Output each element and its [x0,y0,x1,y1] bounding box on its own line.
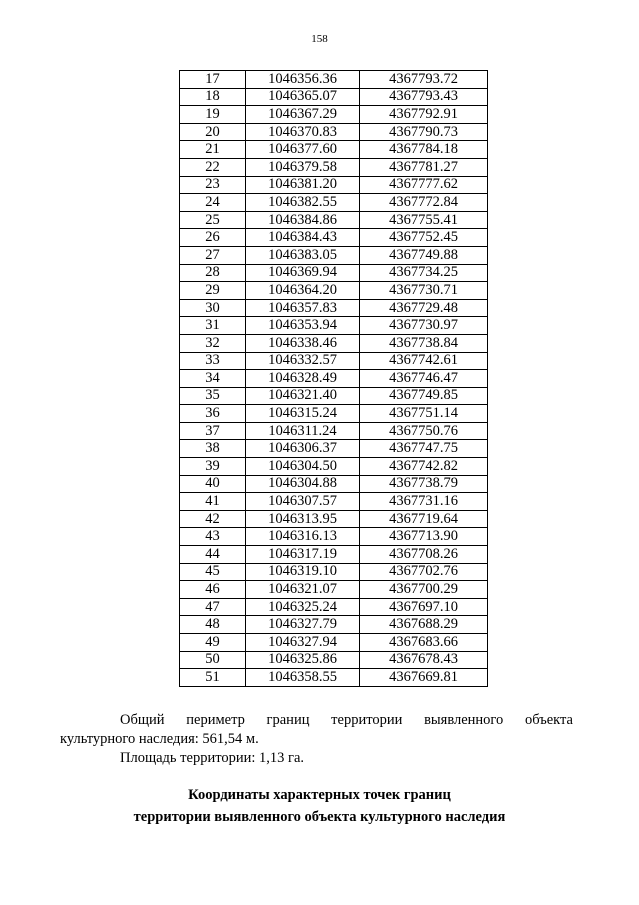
x-coordinate-cell: 1046356.36 [246,71,360,89]
coordinates-table-body [180,71,488,687]
point-number-cell: 25 [180,211,246,229]
x-coordinate-cell: 1046327.94 [246,634,360,652]
table-row [180,334,488,352]
x-coordinate-cell: 1046307.57 [246,493,360,511]
y-coordinate-cell: 4367697.10 [360,598,488,616]
y-coordinate-cell: 4367688.29 [360,616,488,634]
point-number-cell: 40 [180,475,246,493]
point-number-cell: 32 [180,334,246,352]
table-row [180,194,488,212]
x-coordinate-cell: 1046325.24 [246,598,360,616]
x-coordinate-cell: 1046304.88 [246,475,360,493]
table-row [180,475,488,493]
point-number-cell: 20 [180,123,246,141]
table-row [180,422,488,440]
table-row [180,440,488,458]
y-coordinate-cell: 4367749.85 [360,387,488,405]
x-coordinate-cell: 1046319.10 [246,563,360,581]
point-number-cell: 36 [180,405,246,423]
x-coordinate-cell: 1046383.05 [246,246,360,264]
section-heading-line1: Координаты характерных точек границ [188,787,451,803]
table-row [180,88,488,106]
y-coordinate-cell: 4367792.91 [360,106,488,124]
point-number-cell: 46 [180,581,246,599]
perimeter-paragraph [60,711,573,749]
x-coordinate-cell: 1046357.83 [246,299,360,317]
coordinates-table [179,70,488,687]
x-coordinate-cell: 1046321.40 [246,387,360,405]
point-number-cell: 42 [180,510,246,528]
point-number-cell: 44 [180,546,246,564]
x-coordinate-cell: 1046327.79 [246,616,360,634]
table-row [180,651,488,669]
perimeter-word: границ [266,712,310,728]
y-coordinate-cell: 4367730.97 [360,317,488,335]
x-coordinate-cell: 1046315.24 [246,405,360,423]
point-number-cell: 47 [180,598,246,616]
x-coordinate-cell: 1046304.50 [246,458,360,476]
y-coordinate-cell: 4367784.18 [360,141,488,159]
table-row [180,282,488,300]
y-coordinate-cell: 4367755.41 [360,211,488,229]
y-coordinate-cell: 4367730.71 [360,282,488,300]
x-coordinate-cell: 1046379.58 [246,158,360,176]
perimeter-word: объекта [524,712,573,728]
x-coordinate-cell: 1046382.55 [246,194,360,212]
table-row [180,528,488,546]
table-row [180,176,488,194]
y-coordinate-cell: 4367738.79 [360,475,488,493]
section-heading [0,784,639,828]
perimeter-word: выявленного [424,712,504,728]
table-row [180,598,488,616]
point-number-cell: 39 [180,458,246,476]
point-number-cell: 37 [180,422,246,440]
y-coordinate-cell: 4367713.90 [360,528,488,546]
y-coordinate-cell: 4367749.88 [360,246,488,264]
x-coordinate-cell: 1046332.57 [246,352,360,370]
table-row [180,299,488,317]
table-row [180,370,488,388]
x-coordinate-cell: 1046317.19 [246,546,360,564]
x-coordinate-cell: 1046311.24 [246,422,360,440]
x-coordinate-cell: 1046306.37 [246,440,360,458]
point-number-cell: 29 [180,282,246,300]
table-row [180,246,488,264]
x-coordinate-cell: 1046338.46 [246,334,360,352]
point-number-cell: 48 [180,616,246,634]
point-number-cell: 21 [180,141,246,159]
point-number-cell: 50 [180,651,246,669]
table-row [180,405,488,423]
y-coordinate-cell: 4367683.66 [360,634,488,652]
table-row [180,141,488,159]
page-number: 158 [311,33,328,45]
x-coordinate-cell: 1046321.07 [246,581,360,599]
y-coordinate-cell: 4367747.75 [360,440,488,458]
x-coordinate-cell: 1046384.86 [246,211,360,229]
perimeter-word: периметр [186,712,245,728]
point-number-cell: 34 [180,370,246,388]
y-coordinate-cell: 4367752.45 [360,229,488,247]
x-coordinate-cell: 1046313.95 [246,510,360,528]
point-number-cell: 49 [180,634,246,652]
y-coordinate-cell: 4367790.73 [360,123,488,141]
table-row [180,510,488,528]
table-row [180,563,488,581]
point-number-cell: 22 [180,158,246,176]
point-number-cell: 45 [180,563,246,581]
table-row [180,264,488,282]
point-number-cell: 24 [180,194,246,212]
table-row [180,106,488,124]
perimeter-word: Общий [120,712,165,728]
y-coordinate-cell: 4367738.84 [360,334,488,352]
x-coordinate-cell: 1046316.13 [246,528,360,546]
perimeter-word: территории [331,712,403,728]
point-number-cell: 30 [180,299,246,317]
y-coordinate-cell: 4367742.82 [360,458,488,476]
point-number-cell: 43 [180,528,246,546]
point-number-cell: 19 [180,106,246,124]
point-number-cell: 38 [180,440,246,458]
y-coordinate-cell: 4367772.84 [360,194,488,212]
table-row [180,581,488,599]
x-coordinate-cell: 1046370.83 [246,123,360,141]
table-row [180,493,488,511]
y-coordinate-cell: 4367742.61 [360,352,488,370]
table-row [180,229,488,247]
y-coordinate-cell: 4367793.72 [360,71,488,89]
point-number-cell: 26 [180,229,246,247]
y-coordinate-cell: 4367734.25 [360,264,488,282]
perimeter-line1 [60,711,573,730]
table-row [180,71,488,89]
area-paragraph: Площадь территории: 1,13 га. [120,750,305,766]
y-coordinate-cell: 4367746.47 [360,370,488,388]
y-coordinate-cell: 4367708.26 [360,546,488,564]
table-row [180,317,488,335]
x-coordinate-cell: 1046365.07 [246,88,360,106]
x-coordinate-cell: 1046364.20 [246,282,360,300]
table-row [180,458,488,476]
point-number-cell: 23 [180,176,246,194]
table-row [180,546,488,564]
point-number-cell: 17 [180,71,246,89]
perimeter-line2: культурного наследия: 561,54 м. [60,731,259,747]
point-number-cell: 18 [180,88,246,106]
y-coordinate-cell: 4367777.62 [360,176,488,194]
x-coordinate-cell: 1046325.86 [246,651,360,669]
point-number-cell: 27 [180,246,246,264]
table-row [180,387,488,405]
x-coordinate-cell: 1046369.94 [246,264,360,282]
x-coordinate-cell: 1046384.43 [246,229,360,247]
y-coordinate-cell: 4367702.76 [360,563,488,581]
y-coordinate-cell: 4367751.14 [360,405,488,423]
y-coordinate-cell: 4367729.48 [360,299,488,317]
x-coordinate-cell: 1046353.94 [246,317,360,335]
y-coordinate-cell: 4367781.27 [360,158,488,176]
x-coordinate-cell: 1046367.29 [246,106,360,124]
table-row [180,634,488,652]
y-coordinate-cell: 4367700.29 [360,581,488,599]
table-row [180,352,488,370]
x-coordinate-cell: 1046328.49 [246,370,360,388]
table-row [180,616,488,634]
table-row [180,669,488,687]
table-row [180,123,488,141]
point-number-cell: 35 [180,387,246,405]
section-heading-line2: территории выявленного объекта культурного наследия [133,809,506,825]
y-coordinate-cell: 4367719.64 [360,510,488,528]
point-number-cell: 28 [180,264,246,282]
x-coordinate-cell: 1046358.55 [246,669,360,687]
y-coordinate-cell: 4367793.43 [360,88,488,106]
table-row [180,211,488,229]
point-number-cell: 41 [180,493,246,511]
x-coordinate-cell: 1046381.20 [246,176,360,194]
point-number-cell: 33 [180,352,246,370]
y-coordinate-cell: 4367731.16 [360,493,488,511]
y-coordinate-cell: 4367750.76 [360,422,488,440]
y-coordinate-cell: 4367669.81 [360,669,488,687]
y-coordinate-cell: 4367678.43 [360,651,488,669]
table-row [180,158,488,176]
x-coordinate-cell: 1046377.60 [246,141,360,159]
point-number-cell: 51 [180,669,246,687]
point-number-cell: 31 [180,317,246,335]
